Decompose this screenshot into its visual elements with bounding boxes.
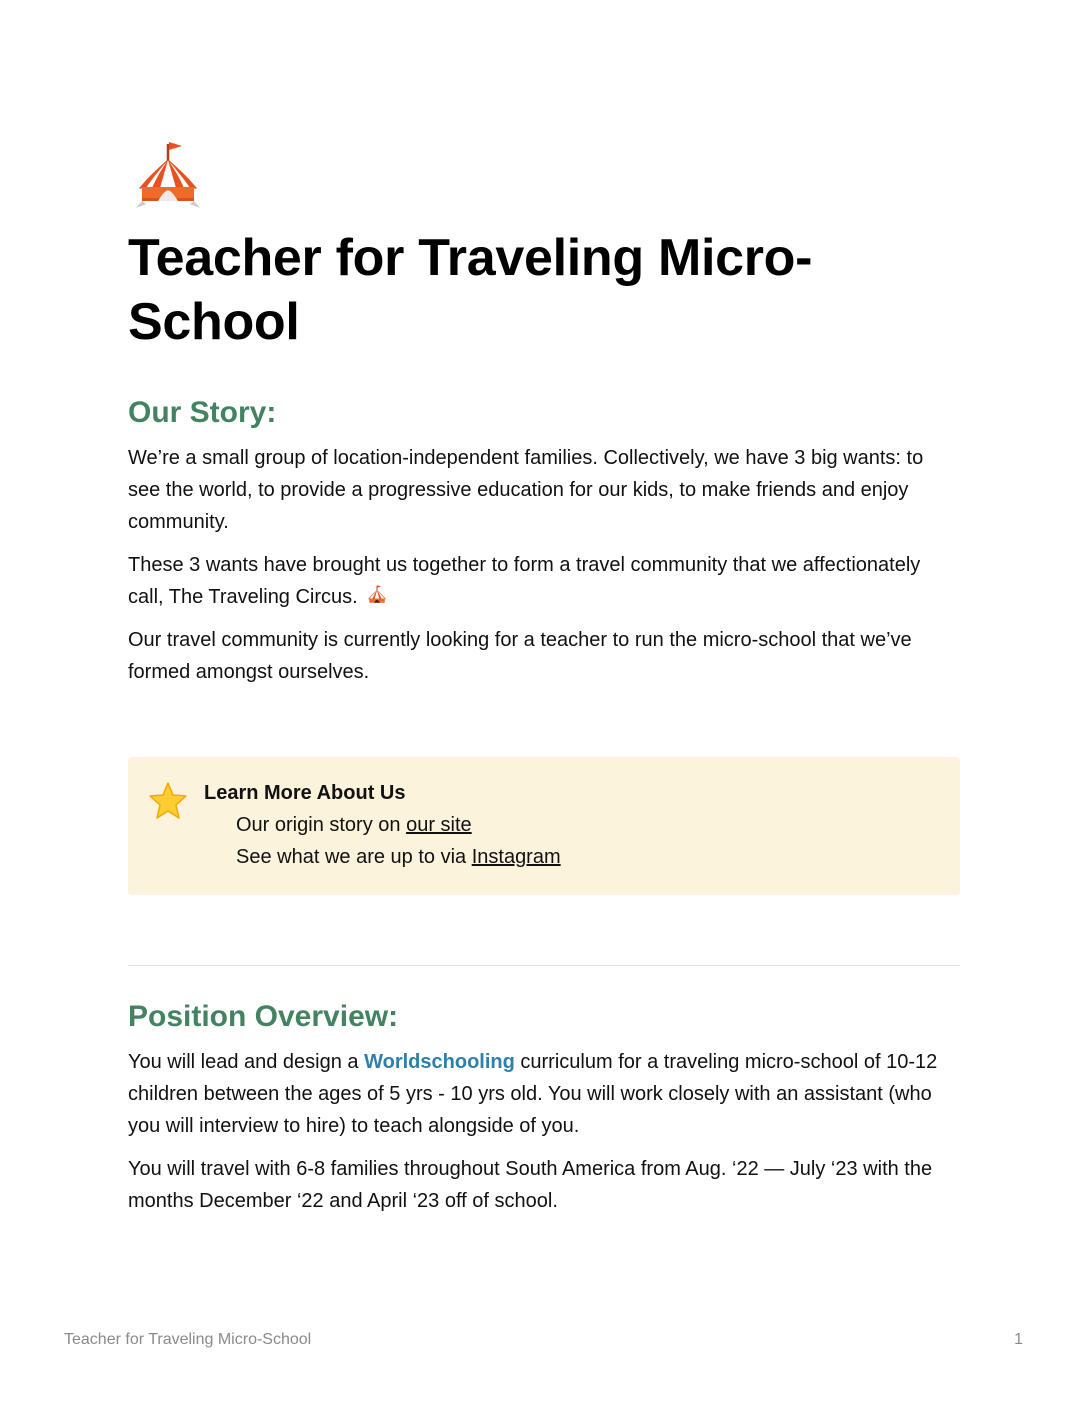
callout-heading: Learn More About Us (204, 782, 406, 804)
story-paragraph-3: Our travel community is currently looking for a teacher to run the micro-school that we’ve formed amongst ourselves. (128, 629, 912, 683)
star-icon (148, 781, 188, 821)
story-paragraph-2-text: These 3 wants have brought us together to form a travel community that we affectionately call, The Traveling Circus. (128, 554, 921, 608)
position-paragraph-2: You will travel with 6-8 families throughout South America from Aug. ‘22 — July ‘23 with the months December ‘22 and April ‘23 off of school. (128, 1158, 933, 1212)
our-story-heading: Our Story: (128, 396, 277, 429)
worldschooling-link[interactable]: Worldschooling (364, 1051, 515, 1073)
callout-line-instagram-text: See what we are up to via (236, 846, 472, 868)
story-paragraph-1: We’re a small group of location-independent families. Collectively, we have 3 big wants: to see the world, to provide a progressive education for our kids, to make friends and enjoy community. (128, 447, 924, 533)
circus-tent-icon (132, 138, 204, 212)
page-title: Teacher for Traveling Micro-School (128, 229, 813, 351)
callout-line-origin (236, 809, 472, 841)
section-divider (128, 965, 960, 966)
callout-line-origin-text: Our origin story on (236, 814, 407, 836)
callout-line-instagram (236, 841, 561, 873)
learn-more-callout (128, 757, 960, 895)
position-paragraph-1-suffix: curriculum for a traveling micro-school of 10-12 children between the ages of 5 yrs - 10 yrs old. You will work closely with an assistant (who you will interview to hire) to teach alongside of you. (128, 1051, 938, 1137)
footer-page-number: 1 (1014, 1331, 1023, 1348)
position-paragraph-1-prefix: You will lead and design a (128, 1051, 365, 1073)
instagram-link[interactable]: Instagram (471, 846, 561, 868)
our-site-link[interactable]: our site (406, 814, 472, 836)
footer-document-title: Teacher for Traveling Micro-School (64, 1331, 312, 1348)
position-paragraph-1 (128, 1046, 960, 1142)
circus-tent-icon (365, 584, 389, 606)
position-overview-heading: Position Overview: (128, 1000, 399, 1033)
story-paragraph-2 (128, 549, 960, 613)
